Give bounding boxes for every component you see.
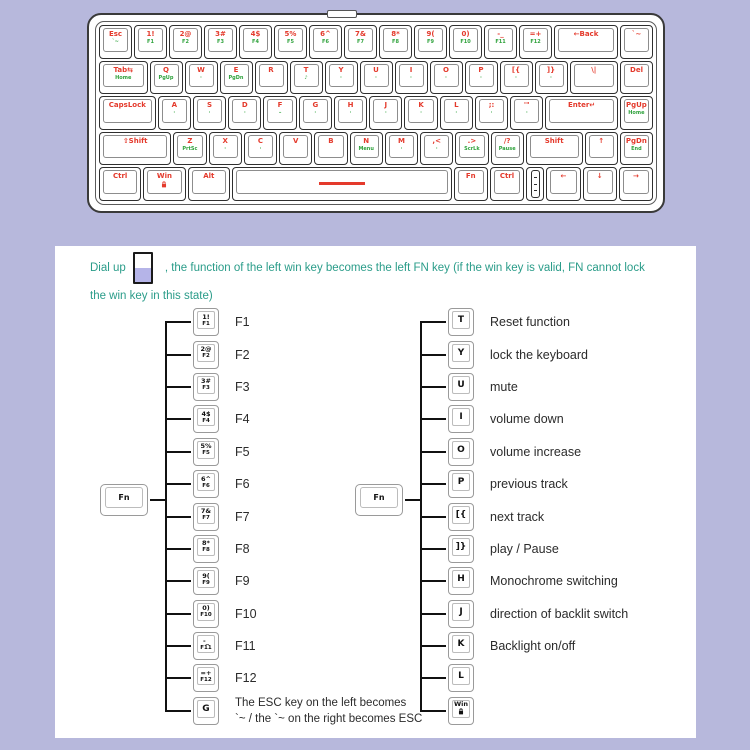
keycap-6: 6^ F6 <box>193 470 219 498</box>
keycap-g: G <box>193 697 219 725</box>
fn-desc: Monochrome switching <box>490 574 618 589</box>
fn-map-row <box>420 403 628 435</box>
keycap-l: L <box>448 664 474 692</box>
fn-map-row <box>420 500 628 532</box>
fn-desc: F12 <box>235 671 257 686</box>
keycap-4: 4$ F4 <box>193 405 219 433</box>
fn-tick <box>165 483 191 485</box>
fn-map-row <box>420 695 628 727</box>
key-4: 4$ F4 <box>239 25 272 59</box>
keyboard-notch <box>327 10 357 18</box>
fn-map-row <box>420 371 628 403</box>
fn-tick <box>420 483 446 485</box>
keyboard-illustration <box>87 13 665 213</box>
note-lead: Dial up <box>90 262 126 274</box>
fn-map-row <box>420 630 628 662</box>
fn-desc: volume down <box>490 412 564 427</box>
fn-desc: F9 <box>235 574 250 589</box>
key-r: R <box>255 61 288 95</box>
key-period: .> ScrLk <box>455 132 488 166</box>
key-space <box>232 167 452 201</box>
scroll-wheel-lines <box>531 170 540 198</box>
keycap-p: P <box>448 470 474 498</box>
dial-up-note <box>90 252 645 306</box>
key-u: U · <box>360 61 393 95</box>
key-capslock: CapsLock <box>99 96 156 130</box>
key-o: O · <box>430 61 463 95</box>
key-del: Del <box>620 61 653 95</box>
fn-desc: F6 <box>235 477 250 492</box>
fn-tick <box>420 321 446 323</box>
keycap-win: Win <box>448 697 474 725</box>
key-arrow-down: ↓ <box>583 167 617 201</box>
fn-connector <box>150 499 165 501</box>
lock-icon <box>458 708 464 718</box>
keyboard-row-3 <box>99 96 653 130</box>
keycap-7: 7& F7 <box>193 503 219 531</box>
fn-tick <box>420 516 446 518</box>
fn-desc: Backlight on/off <box>490 639 576 654</box>
key-g: G · <box>299 96 332 130</box>
key-slash: /? Pause <box>491 132 524 166</box>
keycap-i: I <box>448 405 474 433</box>
key-win: Win <box>143 167 185 201</box>
key-p: P · <box>465 61 498 95</box>
fn-tick <box>420 548 446 550</box>
keyboard-rows <box>99 25 653 201</box>
key-backspace: ←Back <box>554 25 618 59</box>
key-fn: Fn <box>454 167 488 201</box>
keycap-j: J <box>448 600 474 628</box>
key-v: V <box>279 132 312 166</box>
key-2: 2@ F2 <box>169 25 202 59</box>
fn-tick <box>165 710 191 712</box>
fn-tick <box>165 613 191 615</box>
key-arrow-right: → <box>619 167 653 201</box>
fn-keycap: Fn <box>100 484 148 516</box>
key-y: Y · <box>325 61 358 95</box>
keycap-1: 1! F1 <box>193 308 219 336</box>
fn-tick <box>420 645 446 647</box>
key-n: N Menu <box>350 132 383 166</box>
key-pgdn: PgDn End <box>620 132 653 166</box>
key-rctrl: Ctrl <box>490 167 524 201</box>
key-equals: =+ F12 <box>519 25 552 59</box>
fn-info-panel <box>55 246 696 738</box>
key-enter: Enter↵ <box>545 96 617 130</box>
fn-map-row <box>420 338 628 370</box>
fn-tick <box>420 386 446 388</box>
key-pgup: PgUp Home <box>620 96 653 130</box>
keyboard-row-5 <box>99 167 653 201</box>
fn-tick <box>165 548 191 550</box>
keyboard-row-1 <box>99 25 653 59</box>
fn-desc: F11 <box>235 639 256 654</box>
fn-tick <box>165 645 191 647</box>
fn-desc: Reset function <box>490 315 570 330</box>
keycap-sym: =+ F12 <box>193 664 219 692</box>
key-x: X · <box>209 132 242 166</box>
keycap-t: T <box>448 308 474 336</box>
fn-desc: F10 <box>235 606 257 621</box>
key-alt: Alt <box>188 167 230 201</box>
fn-desc: F1 <box>235 315 250 330</box>
key-5: 5% F5 <box>274 25 307 59</box>
key-0: 0) F10 <box>449 25 482 59</box>
key-arrow-up: ↑ <box>585 132 618 166</box>
keycap-o: O <box>448 438 474 466</box>
fn-desc: F7 <box>235 509 250 524</box>
key-3: 3# F3 <box>204 25 237 59</box>
key-rbracket: ]} · <box>535 61 568 95</box>
fn-desc: play / Pause <box>490 541 559 556</box>
fn-tick <box>165 677 191 679</box>
keyboard-row-4 <box>99 132 653 166</box>
key-backslash: \| <box>570 61 619 95</box>
fn-connector <box>405 499 420 501</box>
keyboard-frame <box>95 21 657 205</box>
fn-tick <box>420 418 446 420</box>
fn-tick <box>165 354 191 356</box>
fn-desc: volume increase <box>490 444 582 459</box>
fn-desc: previous track <box>490 477 568 492</box>
note-after-icon: , the function of the left win key becomes the left FN key (if the win key is valid, FN cannot lock <box>164 262 645 274</box>
fn-tick <box>165 580 191 582</box>
key-e: E PgDn <box>220 61 253 95</box>
key-t: T ♪ <box>290 61 323 95</box>
key-h: H · <box>334 96 367 130</box>
keycap-k: K <box>448 632 474 660</box>
fn-desc: F5 <box>235 444 250 459</box>
key-arrow-left: ← <box>546 167 580 201</box>
key-a: A · <box>158 96 191 130</box>
key-6: 6^ F6 <box>309 25 342 59</box>
space-dash <box>319 182 365 185</box>
key-comma: ,< · <box>420 132 453 166</box>
fn-desc: The ESC key on the left becomes `~ / the `~ on the right becomes ESC <box>235 696 423 725</box>
keyboard-row-2 <box>99 61 653 95</box>
keycap-sym: [{ <box>448 503 474 531</box>
keycap-u: U <box>448 373 474 401</box>
fn-map-row <box>420 468 628 500</box>
fn-desc: direction of backlit switch <box>490 606 629 621</box>
keycap-sym: -_ F11 <box>193 632 219 660</box>
note-line-1 <box>90 252 645 284</box>
fn-map-row <box>420 306 628 338</box>
note-line-2: the win key in this state) <box>90 290 213 302</box>
keycap-0: 0) F10 <box>193 600 219 628</box>
keycap-2: 2@ F2 <box>193 341 219 369</box>
fn-map-rows <box>420 306 628 727</box>
key-s: S · <box>193 96 226 130</box>
key-tilde: `~ <box>620 25 653 59</box>
key-9: 9( F9 <box>414 25 447 59</box>
fn-tick <box>165 386 191 388</box>
key-minus: -_ F11 <box>484 25 517 59</box>
fn-tick <box>420 354 446 356</box>
key-8: 8* F8 <box>379 25 412 59</box>
fn-tick <box>420 451 446 453</box>
keycap-sym: ]} <box>448 535 474 563</box>
key-m: M · <box>385 132 418 166</box>
key-f: F – <box>263 96 296 130</box>
fn-desc: mute <box>490 379 518 394</box>
fn-tick <box>420 677 446 679</box>
keycap-3: 3# F3 <box>193 373 219 401</box>
fn-map-row <box>420 565 628 597</box>
fn-desc: F8 <box>235 541 250 556</box>
key-c: C · <box>244 132 277 166</box>
key-q: Q PgUp <box>150 61 183 95</box>
key-quote: '" · <box>510 96 543 130</box>
key-lctrl: Ctrl <box>99 167 141 201</box>
key-d: D · <box>228 96 261 130</box>
fn-map-row <box>420 533 628 565</box>
key-tab: Tab⇆ Home <box>99 61 148 95</box>
fn-tick <box>420 710 446 712</box>
keyboard-case <box>87 13 665 213</box>
key-semicolon: ;: · <box>475 96 508 130</box>
fnmap-right <box>355 306 655 736</box>
keycap-h: H <box>448 567 474 595</box>
fn-map-row <box>420 598 628 630</box>
key-l: L · <box>440 96 473 130</box>
keycap-y: Y <box>448 341 474 369</box>
key-w: W · <box>185 61 218 95</box>
key-rshift: Shift <box>526 132 583 166</box>
key-lbracket: [{ · <box>500 61 533 95</box>
fn-tick <box>165 418 191 420</box>
fn-tick <box>420 613 446 615</box>
dial-switch-icon <box>133 252 153 284</box>
fn-map-row <box>420 662 628 694</box>
fn-desc: lock the keyboard <box>490 347 588 362</box>
fn-map-row <box>420 436 628 468</box>
key-b: B <box>314 132 347 166</box>
key-k: K · <box>404 96 437 130</box>
fn-desc: next track <box>490 509 545 524</box>
fn-desc: F3 <box>235 379 250 394</box>
keycap-8: 8* F8 <box>193 535 219 563</box>
fn-tick <box>165 321 191 323</box>
fn-desc: F4 <box>235 412 250 427</box>
fn-keycap: Fn <box>355 484 403 516</box>
key-1: 1! F1 <box>134 25 167 59</box>
fn-tick <box>165 451 191 453</box>
key-scroll-wheel <box>526 167 544 201</box>
key-esc: Esc `~ <box>99 25 132 59</box>
key-z: Z PrtSc <box>173 132 206 166</box>
key-7: 7& F7 <box>344 25 377 59</box>
key-j: J · <box>369 96 402 130</box>
keycap-9: 9( F9 <box>193 567 219 595</box>
fn-desc: F2 <box>235 347 250 362</box>
fn-tick <box>165 516 191 518</box>
fn-tick <box>420 580 446 582</box>
key-lshift: ⇧Shift <box>99 132 171 166</box>
key-i: I · <box>395 61 428 95</box>
keycap-5: 5% F5 <box>193 438 219 466</box>
